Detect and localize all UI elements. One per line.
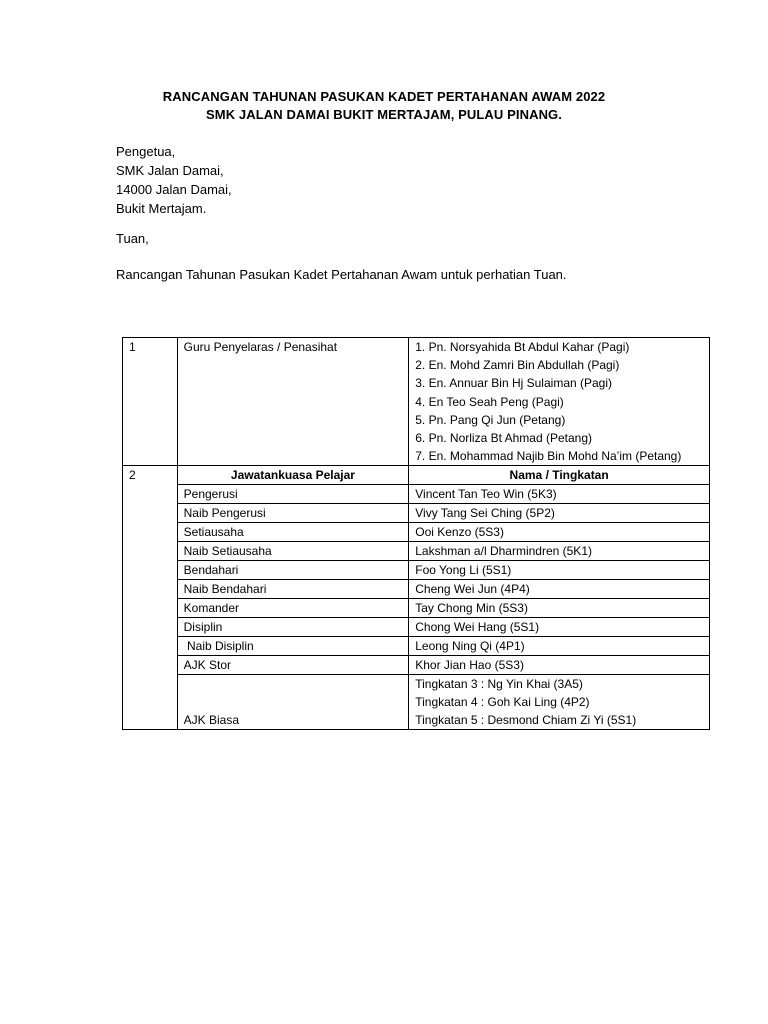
- address-line: SMK Jalan Damai,: [116, 163, 224, 178]
- advisor-label: Guru Penyelaras / Penasihat: [177, 338, 409, 466]
- name-cell: Vincent Tan Teo Win (5K3): [409, 485, 710, 504]
- advisor-item: 7. En. Mohammad Najib Bin Mohd Na’im (Petang): [415, 449, 682, 464]
- table-row: [123, 561, 710, 580]
- role-cell: AJK Biasa: [177, 675, 409, 730]
- intro-paragraph: Rancangan Tahunan Pasukan Kadet Pertahanan Awam untuk perhatian Tuan.: [116, 267, 567, 282]
- table-row: [123, 675, 710, 730]
- advisor-item: 6. Pn. Norliza Bt Ahmad (Petang): [415, 431, 592, 446]
- table-row: [123, 656, 710, 675]
- role-cell: Naib Disiplin: [177, 637, 409, 656]
- advisor-item: 2. En. Mohd Zamri Bin Abdullah (Pagi): [415, 358, 620, 373]
- table-row: [123, 618, 710, 637]
- committee-table: [122, 337, 710, 730]
- member-line: Tingkatan 4 : Goh Kai Ling (4P2): [415, 695, 590, 710]
- role-cell: Naib Pengerusi: [177, 504, 409, 523]
- table-row: [123, 504, 710, 523]
- table-row: [123, 523, 710, 542]
- table-row: [123, 580, 710, 599]
- advisor-item: 5. Pn. Pang Qi Jun (Petang): [415, 412, 566, 427]
- address-line: 14000 Jalan Damai,: [116, 182, 232, 197]
- section-number: 1: [123, 338, 178, 466]
- table-row: [123, 542, 710, 561]
- table-row: [123, 485, 710, 504]
- name-cell: Chong Wei Hang (5S1): [409, 618, 710, 637]
- advisor-row: [123, 338, 710, 466]
- table-row: [123, 637, 710, 656]
- name-cell: Tay Chong Min (5S3): [409, 599, 710, 618]
- header-role: Jawatankuasa Pelajar: [177, 466, 409, 485]
- name-cell: Ooi Kenzo (5S3): [409, 523, 710, 542]
- member-line: Tingkatan 5 : Desmond Chiam Zi Yi (5S1): [415, 713, 637, 728]
- recipient-address: [116, 142, 232, 218]
- role-cell: Komander: [177, 599, 409, 618]
- name-cell: Foo Yong Li (5S1): [409, 561, 710, 580]
- address-line: Pengetua,: [116, 144, 176, 159]
- advisor-list: [409, 338, 710, 466]
- section-number: 2: [123, 466, 178, 485]
- header-name: Nama / Tingkatan: [409, 466, 710, 485]
- committee-header-row: [123, 466, 710, 485]
- advisor-item: 3. En. Annuar Bin Hj Sulaiman (Pagi): [415, 376, 613, 391]
- role-cell: AJK Stor: [177, 656, 409, 675]
- name-cell: Vivy Tang Sei Ching (5P2): [409, 504, 710, 523]
- name-cell: Leong Ning Qi (4P1): [409, 637, 710, 656]
- document-title-line2: SMK JALAN DAMAI BUKIT MERTAJAM, PULAU PINANG.: [206, 107, 562, 122]
- role-cell: Setiausaha: [177, 523, 409, 542]
- member-line: Tingkatan 3 : Ng Yin Khai (3A5): [415, 677, 583, 692]
- role-cell: Pengerusi: [177, 485, 409, 504]
- name-cell: Khor Jian Hao (5S3): [409, 656, 710, 675]
- advisor-item: 4. En Teo Seah Peng (Pagi): [415, 394, 564, 409]
- role-cell: Bendahari: [177, 561, 409, 580]
- role-cell: Naib Setiausaha: [177, 542, 409, 561]
- document-title-line1: RANCANGAN TAHUNAN PASUKAN KADET PERTAHANAN AWAM 2022: [162, 89, 606, 104]
- name-cell: Lakshman a/l Dharmindren (5K1): [409, 542, 710, 561]
- salutation: Tuan,: [116, 231, 149, 246]
- name-cell: Cheng Wei Jun (4P4): [409, 580, 710, 599]
- role-cell: Naib Bendahari: [177, 580, 409, 599]
- table-row: [123, 599, 710, 618]
- address-line: Bukit Mertajam.: [116, 201, 207, 216]
- role-cell: Disiplin: [177, 618, 409, 637]
- advisor-item: 1. Pn. Norsyahida Bt Abdul Kahar (Pagi): [415, 340, 630, 354]
- name-cell: [409, 675, 710, 730]
